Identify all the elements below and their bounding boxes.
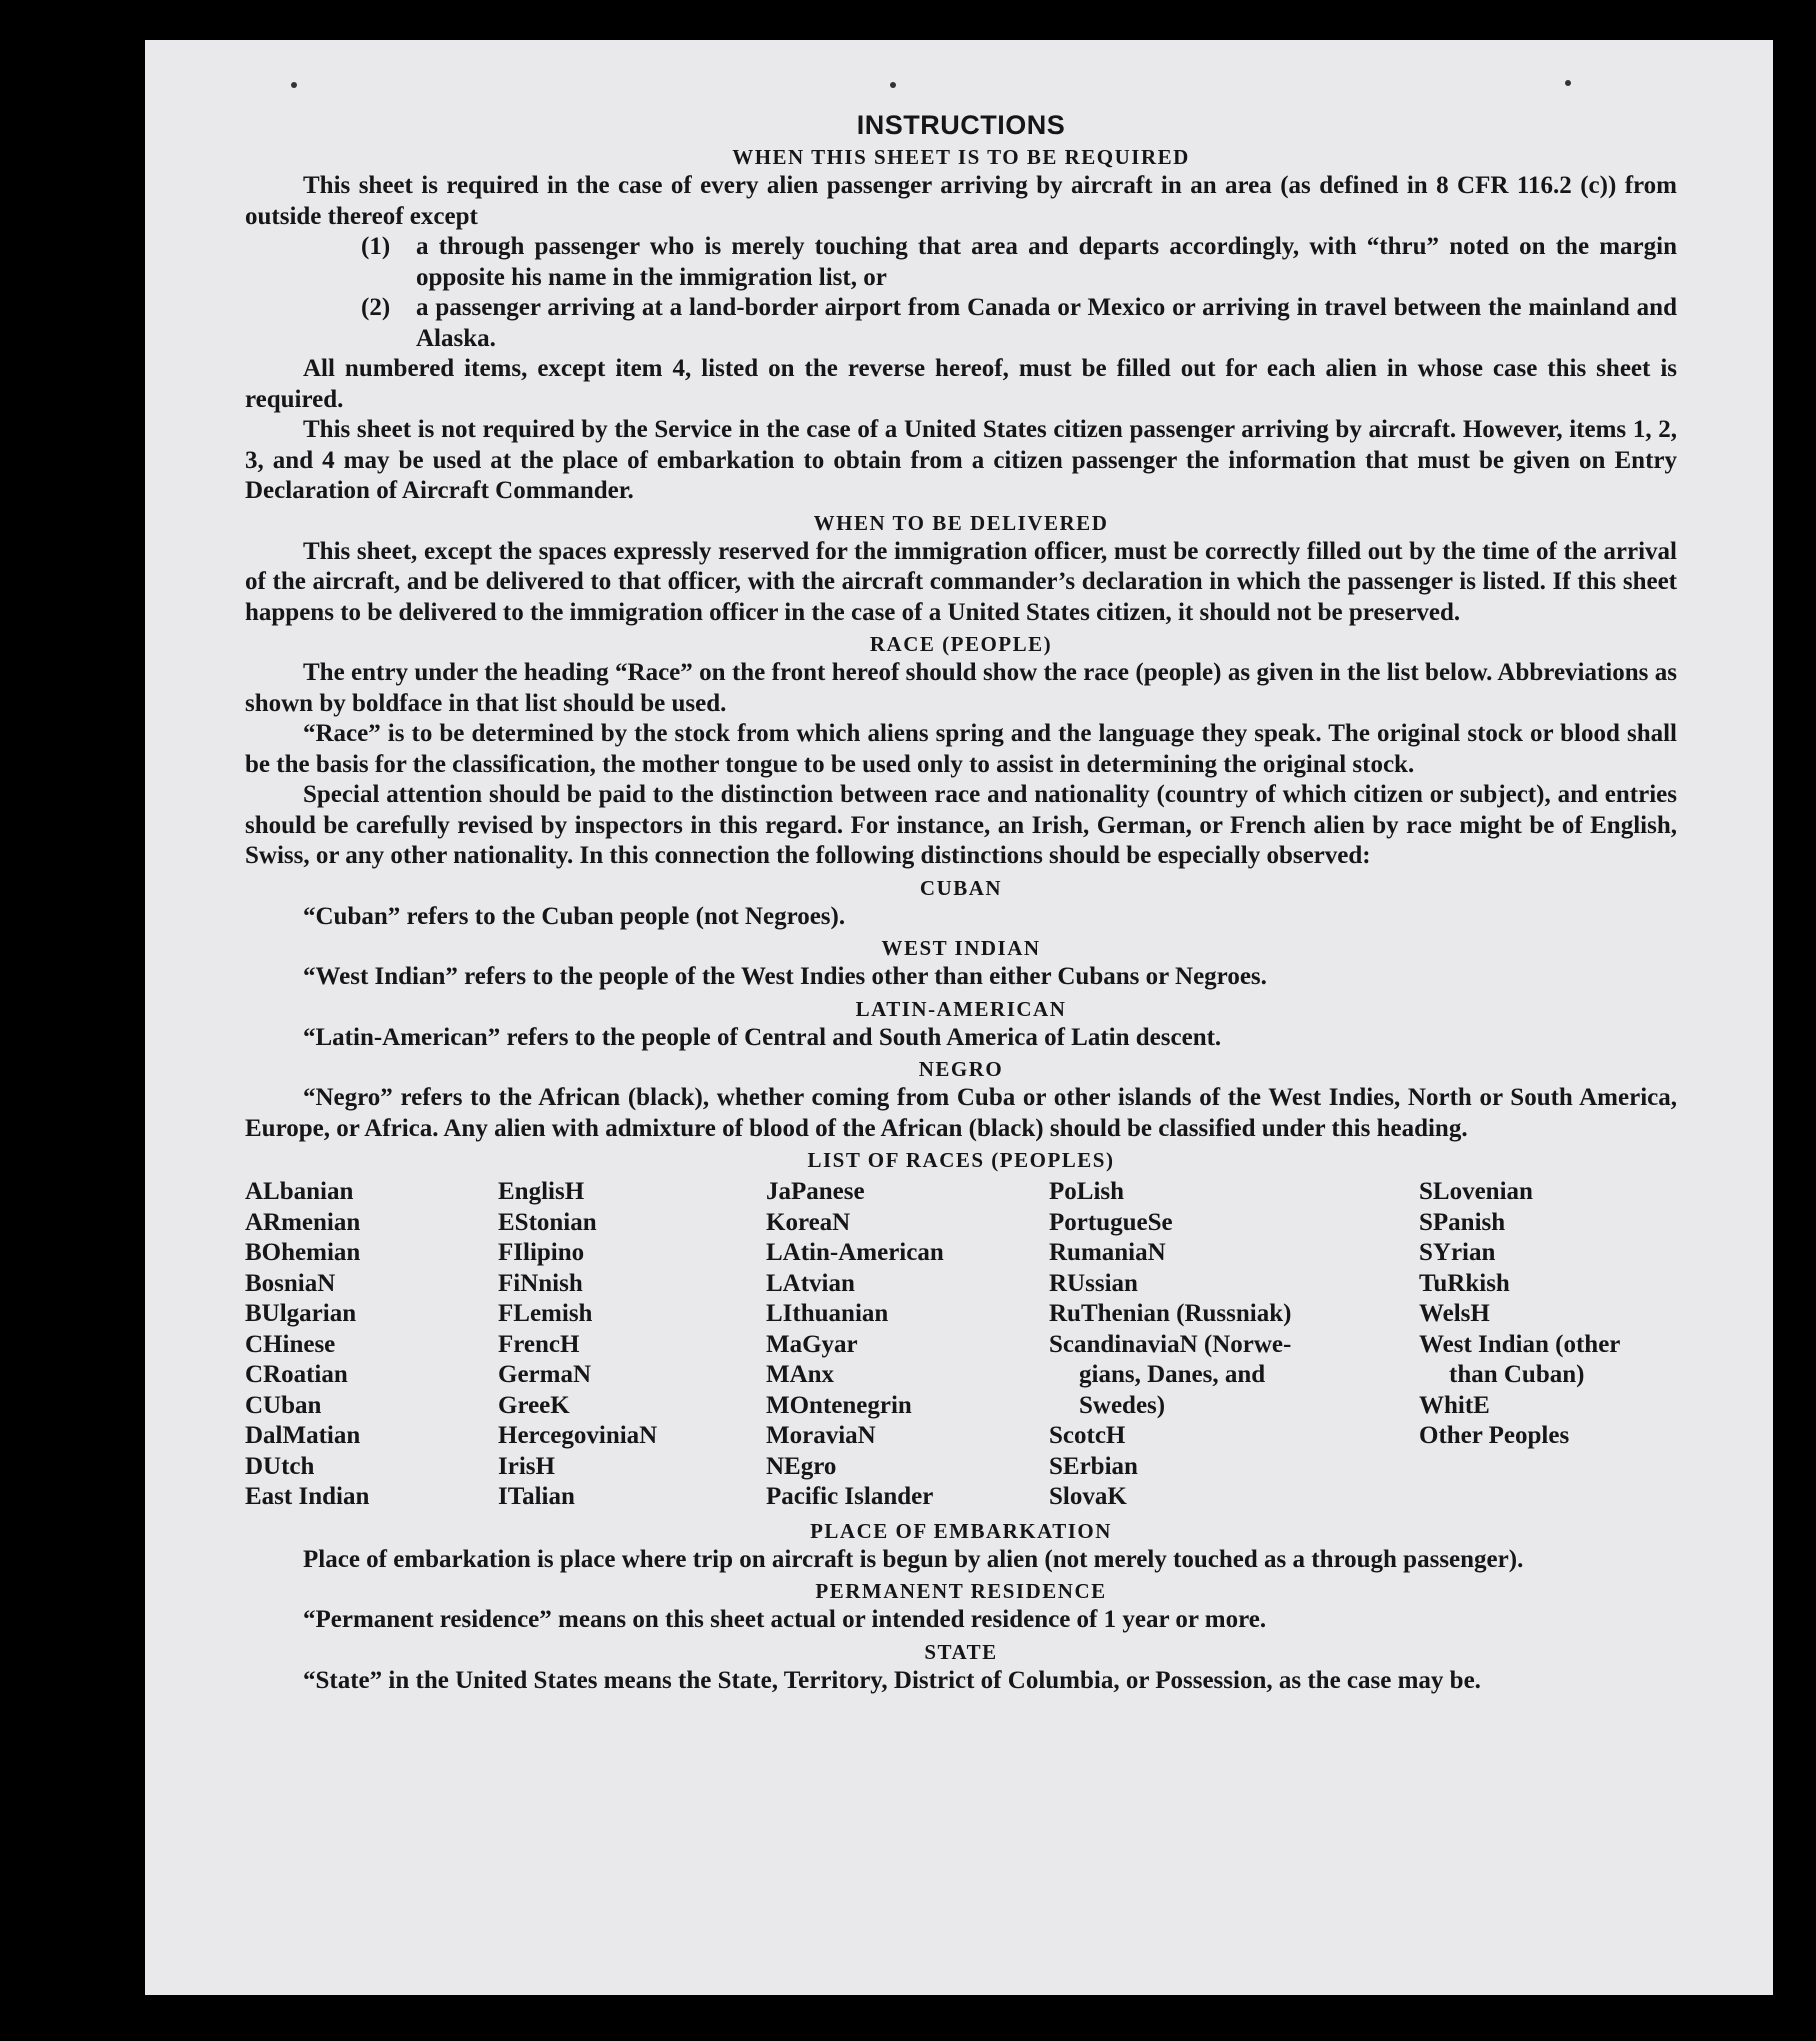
race-entry: BosniaN [245,1269,336,1297]
race-entry: EStonian [498,1208,597,1236]
required-paragraph-2: All numbered items, except item 4, listed on the reverse hereof, must be filled out for each alien in whose case this sheet is required. [245,355,1677,413]
race-entry: PortugueSe [1049,1208,1173,1236]
races-column-1 [245,1177,498,1513]
punch-mark [890,82,896,88]
heading-cuban: CUBAN [919,875,1003,900]
embarkation-definition: Place of embarkation is place where trip on aircraft is begun by alien (not merely touched as a through passenger). [303,1545,1524,1573]
race-entry: MoraviaN [766,1422,876,1449]
item-number: (2) [361,294,391,321]
state-definition: “State” in the United States means the State, Territory, District of Columbia, or Possession, as the case may be. [303,1666,1481,1694]
race-entry: BOhemian [245,1239,361,1266]
item-text: a through passenger who is merely touching that area and departs accordingly, with “thru” noted on the margin opposite his name in the immigration list, or [416,233,1677,291]
negro-definition: “Negro” refers to the African (black), whether coming from Cuba or other islands of the West Indies, North or South America, Europe, or Africa. Any alien with admixture of blood of the African (black) should be classified under this heading. [245,1084,1677,1142]
race-entry: EnglisH [498,1178,585,1205]
race-entry: RuThenian (Russniak) [1049,1300,1292,1327]
race-entry: IrisH [498,1452,555,1480]
race-entry: RumaniaN [1049,1239,1166,1266]
race-entry: PoLish [1049,1178,1125,1205]
heading-races-list: LIST OF RACES (PEOPLES) [807,1148,1115,1172]
punch-mark [291,82,297,88]
race-entry-continued: Swedes) [1079,1391,1166,1419]
race-entry: LAtin-American [766,1239,944,1266]
race-entry: RUssian [1049,1269,1138,1297]
race-paragraph-3: Special attention should be paid to the distinction between race and nationality (country of which citizen or subject), and entries should be carefully revised by inspectors in this regard. For instance, an Irish, German, or French alien by race might be of English, Swiss, or any other nationality. In this connection the following distinctions should be especially observed: [245,781,1677,869]
race-entry: SlovaK [1049,1483,1127,1510]
race-entry: CRoatian [245,1361,348,1388]
latin-american-definition: “Latin-American” refers to the people of Central and South America of Latin descent. [303,1023,1222,1051]
race-entry: LAtvian [766,1269,855,1297]
races-column-5 [1419,1177,1677,1513]
race-entry: GermaN [498,1361,592,1388]
race-entry: CHinese [245,1330,336,1358]
residence-definition: “Permanent residence” means on this sheet actual or intended residence of 1 year or more. [303,1606,1267,1633]
exception-item-1 [361,232,1677,293]
race-entry: NEgro [766,1452,837,1480]
race-entry: DalMatian [245,1422,361,1449]
race-entry: CUban [245,1391,322,1419]
race-entry: WhitE [1419,1391,1490,1419]
race-entry: SErbian [1049,1452,1138,1480]
race-entry: FiNnish [498,1269,583,1297]
item-number: (1) [361,233,391,260]
exception-item-2 [361,293,1677,354]
races-column-3 [766,1177,1049,1513]
race-entry: SPanish [1419,1208,1506,1236]
race-entry: FIlipino [498,1239,585,1266]
west-indian-definition: “West Indian” refers to the people of the West Indies other than either Cubans or Negroes. [303,963,1267,990]
race-entry: WelsH [1419,1300,1490,1327]
race-entry: FLemish [498,1300,593,1327]
required-paragraph-3: This sheet is not required by the Service in the case of a United States citizen passenger arriving by aircraft. However, items 1, 2, 3, and 4 may be used at the place of embarkation to obtain from a citizen passenger the information that must be given on Entry Declaration of Aircraft Commander. [245,416,1677,504]
page-title: INSTRUCTIONS [856,110,1066,140]
race-entry: LIthuanian [766,1300,889,1327]
race-entry: ALbanian [245,1178,354,1205]
race-entry: FrencH [498,1330,580,1358]
heading-west-indian: WEST INDIAN [881,936,1041,960]
race-entry: MOntenegrin [766,1391,912,1419]
race-entry: DUtch [245,1452,315,1480]
race-entry: Other Peoples [1419,1422,1570,1449]
race-paragraph-1: The entry under the heading “Race” on the front hereof should show the race (people) as given in the list below. Abbreviations as shown by boldface in that list should be used. [245,659,1677,717]
races-list [245,1177,1677,1513]
races-column-4 [1049,1177,1419,1513]
race-entry: SLovenian [1419,1178,1533,1205]
race-entry: ITalian [498,1483,575,1510]
race-entry: GreeK [498,1391,570,1419]
cuban-definition: “Cuban” refers to the Cuban people (not Negroes). [303,902,846,930]
race-entry: JaPanese [766,1178,865,1205]
heading-embarkation: PLACE OF EMBARKATION [810,1518,1112,1543]
heading-required: WHEN THIS SHEET IS TO BE REQUIRED [732,145,1190,169]
race-entry: East Indian [245,1483,370,1510]
race-entry: KoreaN [766,1208,851,1236]
race-entry: MAnx [766,1361,835,1388]
punch-mark [1565,80,1571,86]
race-entry: ScotcH [1049,1422,1126,1449]
race-entry: West Indian (other [1419,1330,1621,1358]
heading-latin-american: LATIN-AMERICAN [855,996,1067,1021]
race-entry: SYrian [1419,1239,1496,1266]
heading-state: STATE [924,1639,998,1664]
race-entry: BUlgarian [245,1300,357,1327]
instructions-content [245,110,1677,1696]
race-entry: ARmenian [245,1208,361,1236]
heading-residence: PERMANENT RESIDENCE [815,1579,1107,1603]
heading-race: RACE (PEOPLE) [869,632,1053,656]
race-entry-continued: gians, Danes, and [1079,1361,1266,1388]
race-entry: Pacific Islander [766,1483,934,1510]
item-text: a passenger arriving at a land-border airport from Canada or Mexico or arriving in travel between the mainland and Alaska. [416,294,1677,352]
races-column-2 [498,1177,766,1513]
heading-negro: NEGRO [918,1057,1004,1081]
heading-delivered: WHEN TO BE DELIVERED [813,510,1109,535]
race-paragraph-2: “Race” is to be determined by the stock from which aliens spring and the language they speak. The original stock or blood shall be the basis for the classification, the mother tongue to be used only to assist in determining the original stock. [245,720,1677,778]
document-sheet [145,40,1773,1995]
race-entry-continued: than Cuban) [1449,1361,1585,1388]
race-entry: ScandinaviaN (Norwe- [1049,1330,1292,1358]
delivered-paragraph: This sheet, except the spaces expressly reserved for the immigration officer, must be correctly filled out by the time of the arrival of the aircraft, and be delivered to that officer, with the aircraft commander’s declaration in which the passenger is listed. If this sheet happens to be delivered to the immigration officer in the case of a United States citizen, it should not be preserved. [245,537,1677,626]
race-entry: MaGyar [766,1330,858,1358]
required-paragraph-1: This sheet is required in the case of every alien passenger arriving by aircraft in an area (as defined in 8 CFR 116.2 (c)) from outside thereof except [245,172,1677,230]
race-entry: TuRkish [1419,1269,1510,1297]
race-entry: HercegoviniaN [498,1422,658,1449]
